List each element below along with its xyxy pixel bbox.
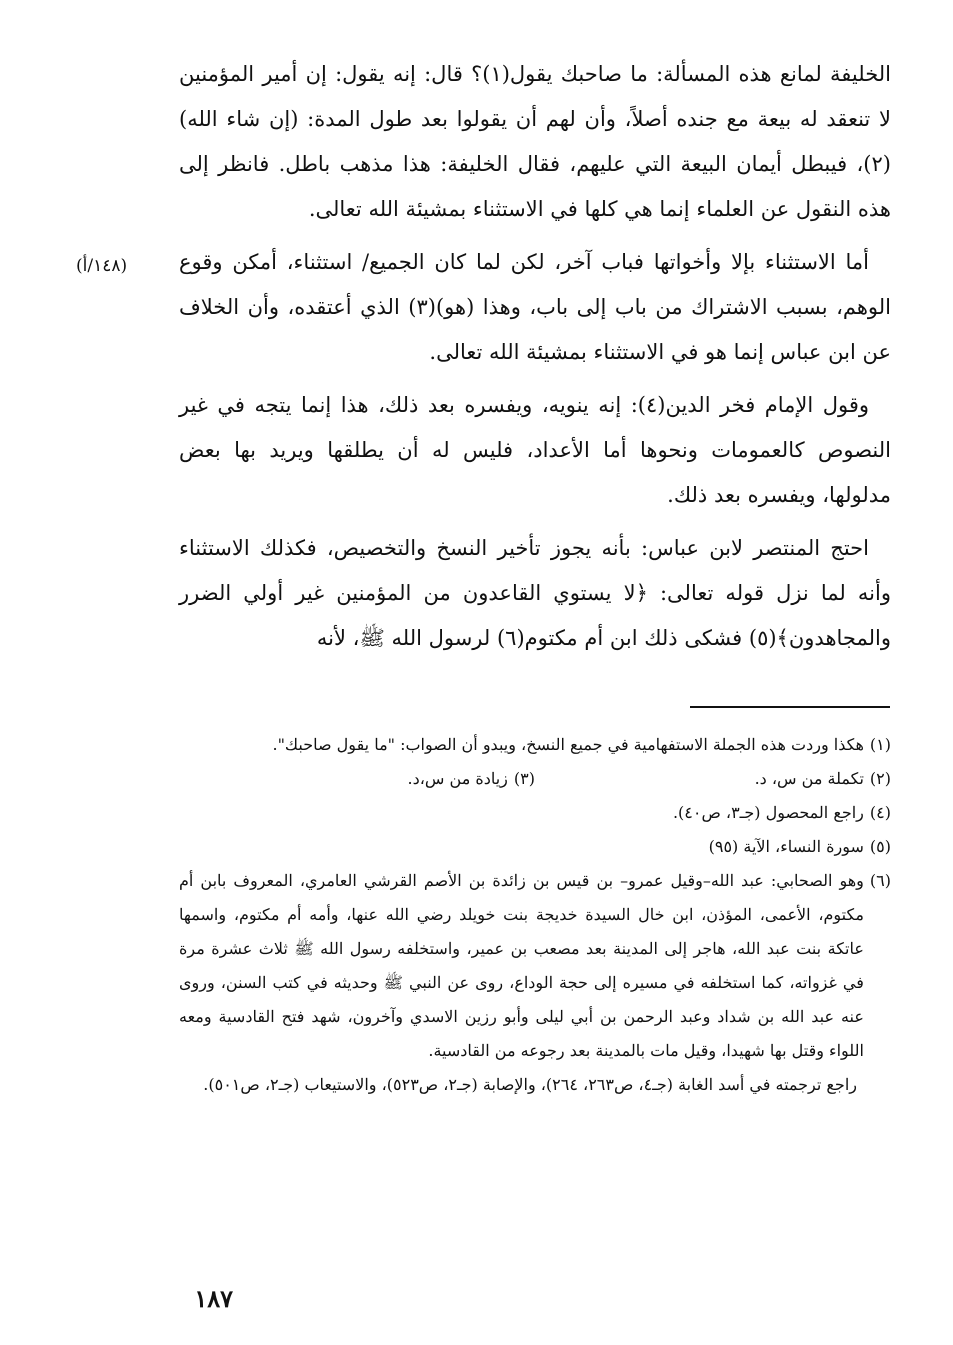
- manuscript-folio-marker: (١٤٨/أ): [76, 256, 128, 276]
- footnote-4: [179, 796, 891, 830]
- footnote-text: تكملة من س، د.: [754, 769, 864, 788]
- footnote-2: [535, 762, 891, 796]
- footnote-1: [179, 728, 891, 762]
- paragraph-4: احتج المنتصر لابن عباس: بأنه يجوز تأخير النسخ والتخصيص، فكذلك الاستثناء وأنه لما نزل قوله تعالى: ﴿لا يستوي القاعدون من المؤمنين غير أولي الضرر والمجاهدون﴾(٥) فشكى ذلك ابن أم مكتوم(٦) لرسول الله ﷺ، لأنه: [179, 536, 891, 650]
- footnote-row-2-3: [179, 762, 891, 796]
- footnote-separator: [690, 706, 890, 708]
- page-number: ١٨٧: [194, 1284, 233, 1313]
- footnote-number: (٥): [869, 837, 891, 856]
- paragraph-3: وقول الإمام فخر الدين(٤): إنه ينويه، ويفسره بعد ذلك، هذا إنما يتجه في غير النصوص كالعمومات ونحوها أما الأعداد، فليس له أن يطلقها ويريد بها بعض مدلولها، ويفسره بعد ذلك.: [179, 393, 891, 507]
- footnote-number: (١): [869, 735, 891, 754]
- footnote-number: (٢): [869, 769, 891, 788]
- footnotes: [179, 728, 891, 1102]
- footnote-6-references: راجع ترجمته في أسد الغابة (جـ٤، ص٢٦٣، ٢٦٤)، والإصابة (جـ٢، ص٥٢٣)، والاستيعاب (جـ٢، ص٥٠١).: [203, 1075, 857, 1094]
- footnote-text: هكذا وردت هذه الجملة الاستفهامية في جميع النسخ، ويبدو أن الصواب: "ما يقول صاحبك".: [272, 735, 864, 754]
- footnote-number: (٦): [869, 871, 891, 890]
- paragraph-2: أما الاستثناء بإلا وأخواتها فباب آخر، لكن لما كان الجميع/ استثناء، أمكن وقوع الوهم، بسبب الاشتراك من باب إلى باب، وهذا (هو)(٣) الذي أعتقده، وأن الخلاف عن ابن عباس إنما هو في الاستثناء بمشيئة الله تعالى.: [179, 250, 891, 364]
- footnote-text: وهو الصحابي: عبد الله–وقيل عمرو– بن قيس بن زائدة بن الأصم القرشي العامري، المعروف بابن أم مكتوم، الأعمى، المؤذن، ابن خال السيدة خديجة بنت خويلد رضي الله عنها، وأمه أم مكتوم، واسمها عاتكة بنت عبد الله، هاجر إلى المدينة بعد مصعب بن عمير، واستخلفه رسول الله ﷺ ثلاث عشرة مرة في غزواته، كما استخلفه في مسيره إلى حجة الوداع، روى عن النبي ﷺ وحديثه في كتب السنن، وروى عنه عبد الله بن شداد وعبد الرحمن بن أبي ليلى وأبو رزين الاسدي وآخرون، شهد فتح القادسية ومعه اللواء وقتل بها شهيدا، وقيل مات بالمدينة بعد رجوعه من القادسية.: [179, 871, 864, 1060]
- footnote-number: (٤): [869, 803, 891, 822]
- main-text: [179, 52, 891, 669]
- footnote-3: [179, 762, 535, 796]
- footnote-6: [179, 864, 891, 1068]
- footnote-text: زيادة من س،د.: [407, 769, 508, 788]
- paragraph-1: الخليفة لمانع هذه المسألة: ما صاحبك يقول(١)؟ قال: إنه يقول: إن أمير المؤمنين لا تنعقد له بيعة مع جنده أصلاً، وأن لهم أن يقولوا بعد طول المدة: (إن شاء الله)(٢)، فيبطل أيمان البيعة التي عليهم، فقال الخليفة: هذا مذهب باطل. فانظر إلى هذه النقول عن العلماء إنما هي كلها في الاستثناء بمشيئة الله تعالى.: [179, 62, 891, 221]
- footnote-number: (٣): [513, 769, 535, 788]
- footnote-5: [179, 830, 891, 864]
- footnote-text: راجع المحصول (جـ٣، ص٤٠).: [672, 803, 864, 822]
- footnote-text: سورة النساء، الآية (٩٥): [708, 837, 864, 856]
